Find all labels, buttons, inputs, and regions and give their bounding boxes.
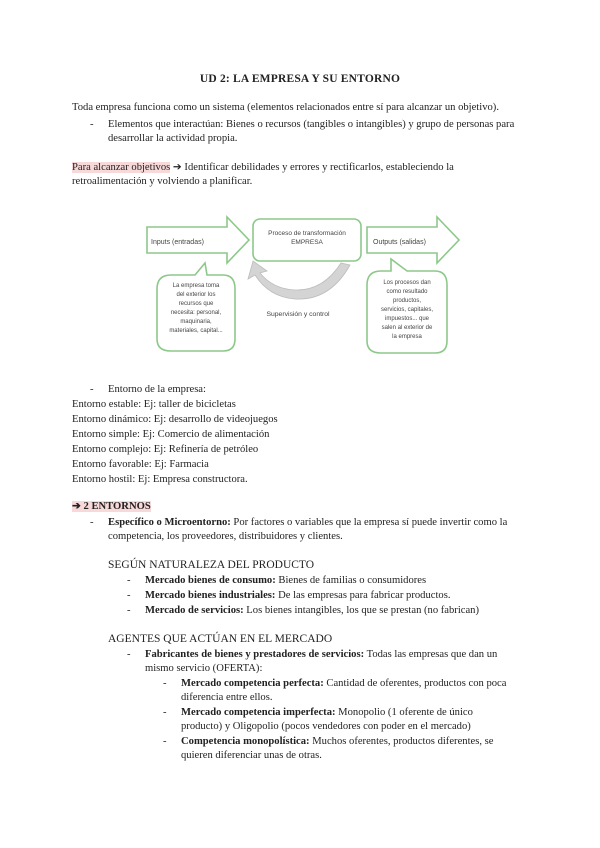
process-label-2: EMPRESA: [291, 239, 323, 246]
competencia-item-text: Monopolio (1 oferente de único: [335, 707, 473, 718]
objectives-text: ➔ Identificar debilidades y errores y rectificarlos, estableciendo la retroalimentación y volviendo a planificar.: [72, 162, 454, 187]
bullet-dash: -: [163, 707, 167, 718]
left-callout-line: materiales, capital...: [169, 328, 223, 334]
competencia-item-line-2: diferencia entre ellos.: [181, 692, 273, 703]
right-callout-line: Los procesos dan: [383, 280, 431, 286]
left-callout-box: [157, 263, 235, 351]
agentes-heading: AGENTES QUE ACTÚAN EN EL MERCADO: [108, 633, 333, 645]
competencia-item: [181, 677, 506, 691]
left-callout-line: del exterior los: [176, 292, 216, 298]
bullet-dash: -: [90, 119, 94, 130]
naturaleza-heading: SEGÚN NATURALEZA DEL PRODUCTO: [108, 559, 315, 571]
entorno-item: Entorno hostil: Ej: Empresa constructora.: [72, 474, 248, 485]
naturaleza-item-label: Mercado bienes de consumo:: [145, 575, 276, 586]
bullet-dash: -: [163, 678, 167, 689]
entorno-item: Entorno simple: Ej: Comercio de alimentación: [72, 429, 270, 440]
inputs-label: Inputs (entradas): [151, 239, 204, 246]
section-2-highlight: ➔ 2 ENTORNOS: [72, 501, 151, 512]
page-title: UD 2: LA EMPRESA Y SU ENTORNO: [199, 73, 401, 85]
naturaleza-item: [145, 589, 450, 603]
entorno-bullet: Entorno de la empresa:: [108, 384, 206, 395]
objectives-highlight: Para alcanzar objetivos: [72, 162, 171, 173]
supervision-label: Supervisión y control: [266, 311, 330, 318]
right-callout-line: la empresa: [392, 334, 422, 340]
business-system-diagram: [145, 205, 465, 365]
intro-paragraph: Toda empresa funciona como un sistema (elementos relacionados entre sí para alcanzar un objetivo).: [72, 102, 499, 113]
outputs-label: Outputs (salidas): [373, 239, 426, 246]
left-callout-line: maquinaria,: [180, 319, 212, 325]
competencia-item-text: Muchos oferentes, productos diferentes, se: [309, 736, 494, 747]
naturaleza-item-label: Mercado bienes industriales:: [145, 590, 276, 601]
competencia-item-label: Mercado competencia imperfecta:: [181, 707, 336, 718]
left-callout-line: La empresa toma: [172, 283, 220, 289]
entorno-item: Entorno estable: Ej: taller de bicicletas: [72, 399, 236, 410]
entorno-item: Entorno complejo: Ej: Refinería de petróleo: [72, 444, 259, 455]
right-callout-line: servicios, capitales,: [380, 307, 434, 313]
competencia-item: [181, 735, 493, 749]
competencia-item-label: Mercado competencia perfecta:: [181, 678, 324, 689]
entorno-item: Entorno favorable: Ej: Farmacia: [72, 459, 209, 470]
bullet-dash: -: [127, 590, 131, 601]
process-label-1: Proceso de transformación: [268, 230, 346, 237]
microentorno-label: Específico o Microentorno:: [108, 517, 231, 528]
competencia-item: [181, 706, 473, 720]
right-callout-line: como resultado: [386, 289, 428, 295]
objectives-paragraph: [72, 161, 522, 189]
bullet-dash: -: [127, 649, 131, 660]
left-callout-line: necesita: personal,: [170, 310, 222, 316]
fabricantes-line-1: [145, 648, 497, 662]
intro-bullet-text: Elementos que interactúan: Bienes o recursos (tangibles o intangibles) y grupo de personas para desarrollar la actividad propia.: [108, 119, 515, 144]
naturaleza-item-label: Mercado de servicios:: [145, 605, 244, 616]
microentorno-text: Por factores o variables que la empresa sí puede invertir como la: [230, 517, 508, 528]
left-callout-line: recursos que: [178, 301, 214, 307]
fabricantes-label: Fabricantes de bienes y prestadores de servicios:: [145, 649, 365, 660]
entorno-item: Entorno dinámico: Ej: desarrollo de videojuegos: [72, 414, 278, 425]
right-callout-line: impuestos... que: [384, 316, 430, 322]
fabricantes-text: Todas las empresas que dan un: [364, 649, 498, 660]
microentorno-line-1: [108, 516, 507, 530]
fabricantes-line-2: mismo servicio (OFERTA):: [145, 663, 263, 674]
competencia-item-text: Cantidad de oferentes, productos con poca: [323, 678, 507, 689]
bullet-dash: -: [127, 575, 131, 586]
microentorno-line-2: competencia, los proveedores, distribuidores y clientes.: [108, 531, 343, 542]
bullet-dash: -: [127, 605, 131, 616]
naturaleza-item-text: De las empresas para fabricar productos.: [275, 590, 451, 601]
bullet-dash: -: [163, 736, 167, 747]
naturaleza-item-text: Bienes de familias o consumidores: [275, 575, 427, 586]
bullet-dash: -: [90, 384, 94, 395]
naturaleza-item: [145, 604, 479, 618]
bullet-dash: -: [90, 517, 94, 528]
section-2-heading: [72, 500, 151, 514]
right-callout-line: productos,: [392, 298, 422, 304]
competencia-item-line-2: quieren diferenciar unas de otras.: [181, 750, 322, 761]
right-callout-line: salen al exterior de: [381, 325, 433, 331]
naturaleza-item: [145, 574, 426, 588]
competencia-item-line-2: producto) y Oligopolio (pocos vendedores con poder en el mercado): [181, 721, 471, 732]
competencia-item-label: Competencia monopolística:: [181, 736, 310, 747]
feedback-curve: [248, 261, 350, 299]
naturaleza-item-text: Los bienes intangibles, los que se prestan (no fabrican): [243, 605, 480, 616]
